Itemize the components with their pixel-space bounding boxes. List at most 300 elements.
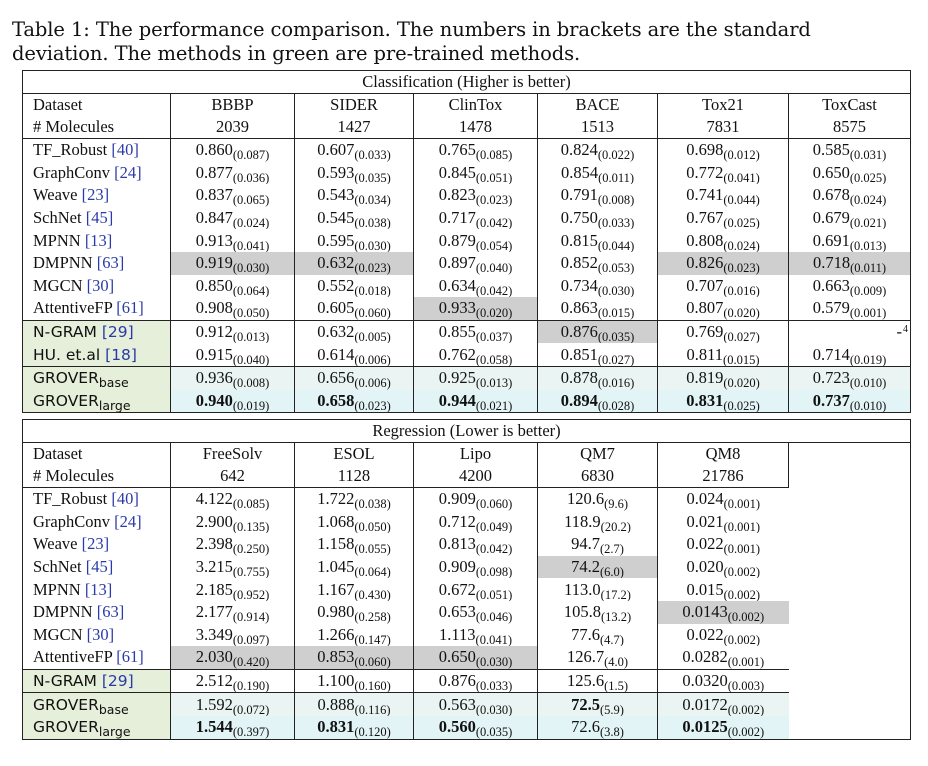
dataset-name: QM8 [658,443,789,466]
missing-value: - [896,322,903,342]
method-name [23,184,171,207]
molecule-count: 2039 [171,116,295,139]
method-name [23,297,171,320]
score-std: (0.001) [849,306,887,321]
score-cell [295,252,414,275]
score-std: (0.027) [597,352,635,367]
method-label: N-GRAM [33,672,97,691]
score-std: (5.9) [599,702,624,716]
score-value: 0.877 [195,162,233,182]
table-row [23,533,911,556]
table-row [23,390,911,413]
method-label: AttentiveFP [33,298,113,318]
table-row [23,139,911,162]
score-cell [658,578,789,601]
method-label: Weave [33,185,78,205]
method-name [23,366,171,389]
molecule-count: 1427 [295,116,414,139]
table-row [23,184,911,207]
score-value: 0.024 [686,489,724,509]
score-cell [789,390,911,413]
score-cell [171,207,295,230]
score-cell [414,693,538,716]
score-std: (0.033) [475,679,513,693]
score-value: 94.7 [571,534,600,554]
method-label: AttentiveFP [33,647,113,667]
score-cell [295,578,414,601]
score-value: 77.6 [571,624,600,644]
score-cell [658,693,789,716]
score-std: (0.914) [232,610,270,624]
score-cell [295,693,414,716]
score-cell [414,488,538,511]
method-label: DMPNN [33,602,93,622]
score-cell [538,184,658,207]
method-name [23,229,171,252]
score-value: 0.563 [438,694,476,714]
score-value: 3.349 [195,624,233,644]
score-value: 0.765 [438,140,476,160]
score-cell [789,162,911,185]
score-value: 0.750 [560,208,598,228]
score-cell [414,716,538,739]
score-cell [414,646,538,669]
method-name [23,669,171,693]
method-subscript: base [98,375,129,390]
score-value: 1.266 [317,624,355,644]
method-name [23,601,171,624]
score-value: 0.936 [195,368,233,388]
score-cell [171,252,295,275]
citation-ref: [24] [114,511,142,531]
classification-table [22,70,911,413]
table-row [23,716,911,739]
score-value: 0.552 [317,275,355,295]
score-value: 0.737 [812,390,850,410]
score-value: 72.6 [571,717,600,737]
score-cell [171,556,295,579]
score-value: 0.908 [195,298,233,318]
score-value: 0.831 [317,717,355,737]
score-value: 0.022 [686,624,724,644]
citation-ref: [13] [84,579,113,599]
score-cell [658,252,789,275]
table-row [23,693,911,716]
dataset-name: SIDER [295,94,414,117]
score-value: 0.653 [438,602,476,622]
score-std: (0.021) [475,398,513,413]
score-value: 0.909 [438,557,476,577]
score-std: (0.002) [723,565,761,579]
score-cell [658,556,789,579]
score-std: (0.018) [354,283,391,298]
score-value: 0.876 [560,322,598,342]
score-value: 126.7 [566,647,605,667]
score-cell [171,139,295,162]
dataset-name: ToxCast [789,94,911,117]
score-value: 0.767 [686,208,724,228]
score-value: 0.815 [560,230,598,250]
table-row [23,511,911,534]
score-cell [658,162,789,185]
citation-ref: [18] [105,345,137,364]
score-std: (0.755) [232,565,270,579]
score-value: 0.632 [317,253,355,273]
score-std: (0.021) [849,216,887,230]
dataset-label: Dataset [33,444,83,463]
score-std: (1.5) [604,679,629,693]
score-std: (9.6) [604,497,629,511]
score-std: (0.040) [475,261,513,275]
score-value: 0.807 [686,298,724,318]
score-std: (0.003) [727,679,765,693]
score-cell [658,533,789,556]
score-value: 1.113 [439,624,476,644]
score-value: 2.512 [195,671,233,691]
score-std: (0.420) [232,655,270,670]
score-value: 0.791 [560,185,598,205]
score-std: (0.051) [475,587,513,601]
molecule-count: 8575 [789,116,911,139]
score-std: (0.005) [354,330,391,344]
score-std: (0.020) [723,376,760,390]
score-std: (0.009) [849,283,887,298]
score-cell [171,320,295,343]
score-std: (0.025) [849,170,887,185]
citation-ref: [45] [85,208,114,228]
score-value: 2.185 [195,579,233,599]
score-std: (0.035) [475,725,513,740]
score-value: 113.0 [564,579,601,599]
score-std: (0.013) [232,330,270,344]
method-label: N-GRAM [33,323,97,342]
table-row [23,578,911,601]
molecule-count: 1513 [538,116,658,139]
score-value: 0.933 [438,298,476,318]
score-value: 0.593 [317,162,355,182]
score-value: 0.855 [438,322,476,342]
score-std: (0.023) [354,398,391,413]
score-std: (0.072) [232,702,270,716]
score-std: (0.012) [723,148,760,162]
method-name [23,320,171,343]
score-cell [658,366,789,389]
score-std: (0.006) [354,352,391,367]
score-value: 120.6 [566,489,605,509]
score-cell [171,390,295,413]
score-cell [414,343,538,366]
score-std: (0.033) [354,148,391,162]
score-std: (0.042) [475,283,513,298]
method-label: GraphConv [33,162,110,182]
method-name [23,578,171,601]
score-cell [658,646,789,669]
score-cell [295,390,414,413]
table-row [23,229,911,252]
score-cell [414,207,538,230]
table-row [23,162,911,185]
score-cell [414,390,538,413]
method-label: GROVER [33,718,99,737]
score-std: (0.013) [475,376,513,390]
score-std: (0.023) [354,261,391,275]
citation-ref: [45] [85,557,114,577]
score-std: (0.058) [475,352,513,367]
score-value: 0.0125 [682,717,728,737]
score-value: 0.879 [438,230,476,250]
score-std: (0.001) [727,655,765,670]
score-value: 0.718 [812,253,851,273]
score-cell [171,578,295,601]
score-value: 0.734 [560,275,598,295]
score-std: (0.035) [597,330,635,344]
score-cell [538,578,658,601]
score-std: (0.038) [354,216,391,230]
score-value: 0.723 [812,368,850,388]
score-std: (0.135) [232,519,270,534]
score-cell [171,693,295,716]
score-value: 0.707 [686,275,724,295]
score-std: (0.041) [475,632,512,647]
score-value: 0.672 [438,579,476,599]
score-cell [789,252,911,275]
score-std: (0.042) [475,542,513,556]
empty-column [789,443,911,488]
score-value: 0.878 [560,368,598,388]
score-cell [538,275,658,298]
score-cell [414,252,538,275]
molecule-count: 1128 [295,465,414,488]
score-value: 0.762 [438,344,476,364]
method-name [23,646,171,669]
dataset-name: FreeSolv [171,443,295,466]
score-std: (0.064) [232,283,270,298]
score-cell [538,343,658,366]
table-row [23,624,911,647]
dataset-name: Tox21 [658,94,789,117]
score-value: 0.854 [560,162,599,182]
score-value: 0.853 [317,647,355,667]
score-cell [538,669,658,693]
score-std: (0.033) [597,216,635,230]
score-value: 0.940 [195,390,233,410]
method-label: DMPNN [33,253,93,273]
score-std: (0.060) [475,497,513,511]
score-value: 0.876 [438,671,476,691]
method-name [23,556,171,579]
score-std: (0.011) [850,261,887,275]
score-std: (0.051) [475,170,513,185]
score-cell [789,184,911,207]
score-std: (3.8) [599,725,624,740]
score-value: 1.068 [317,511,355,531]
score-cell [171,511,295,534]
score-value: 0.912 [195,322,233,342]
score-value: 0.632 [317,322,355,342]
score-cell [538,646,658,669]
score-std: (0.024) [849,193,887,207]
score-cell [171,488,295,511]
score-cell [789,207,911,230]
score-std: (0.025) [723,216,760,230]
score-cell [538,556,658,579]
score-cell [538,624,658,647]
method-name [23,275,171,298]
score-std: (0.028) [597,398,635,413]
method-label: MPNN [33,579,81,599]
score-std: (0.037) [475,330,513,344]
score-cell [658,275,789,298]
citation-ref: [40] [111,140,139,160]
score-cell [658,716,789,739]
score-std: (0.060) [354,306,391,321]
score-cell [538,390,658,413]
score-std: (0.042) [475,216,513,230]
score-value: 0.543 [317,185,355,205]
score-cell [538,207,658,230]
score-std: (0.024) [723,238,760,252]
score-std: (0.065) [232,193,270,207]
score-cell [171,624,295,647]
score-value: 1.167 [317,579,355,599]
score-std: (0.001) [723,497,761,511]
score-cell [295,297,414,320]
score-cell [789,343,911,366]
score-value: 0.022 [686,534,724,554]
score-std: (4.0) [604,655,629,670]
score-std: (0.147) [354,632,391,647]
score-std: (0.030) [475,655,513,670]
score-cell [414,366,538,389]
score-cell [295,343,414,366]
score-cell [171,533,295,556]
score-std: (0.044) [597,238,635,252]
score-std: (4.7) [599,632,624,647]
score-cell [171,184,295,207]
score-cell [295,139,414,162]
method-name [23,533,171,556]
method-label: GROVER [33,369,99,388]
score-value: 0.823 [438,185,476,205]
score-std: (0.250) [232,542,270,556]
score-std: (0.035) [354,170,391,185]
score-value: 0.769 [686,322,724,342]
score-std: (0.030) [354,238,391,252]
score-value: 0.944 [438,390,476,410]
score-value: 0.717 [438,208,476,228]
citation-ref: [23] [81,534,110,554]
score-std: (0.002) [723,632,761,647]
score-cell [658,669,789,693]
score-value: 74.2 [571,557,600,577]
score-std: (0.015) [723,352,760,367]
score-value: 2.398 [195,534,233,554]
method-subscript: large [98,724,131,740]
score-cell [538,511,658,534]
score-std: (0.011) [598,170,635,185]
dataset-name: BBBP [171,94,295,117]
citation-ref: [29] [101,672,134,691]
method-label: Weave [33,534,78,554]
score-value: 0.678 [812,185,850,205]
score-cell [658,601,789,624]
score-cell [295,275,414,298]
score-cell [414,139,538,162]
method-label: MPNN [33,230,81,250]
score-value: 0.0282 [682,647,728,667]
score-cell [538,716,658,739]
molecule-count: 642 [171,465,295,488]
score-std: (0.001) [723,542,761,556]
dataset-name: Lipo [414,443,538,466]
score-std: (13.2) [600,610,632,624]
table-row [23,207,911,230]
score-value: 1.100 [317,671,355,691]
score-cell [295,162,414,185]
score-std: (0.064) [354,565,391,579]
score-std: (0.040) [232,352,270,367]
score-value: 0.919 [195,253,233,273]
score-cell [171,601,295,624]
score-value: 0.658 [317,390,355,410]
score-value: 0.837 [195,185,233,205]
score-cell [414,275,538,298]
score-value: 0.585 [812,140,850,160]
table-row [23,252,911,275]
score-std: (0.002) [727,702,765,716]
score-std: (0.013) [849,238,887,252]
score-cell [295,207,414,230]
table-row [23,366,911,389]
score-cell [789,366,911,389]
score-std: (0.016) [723,283,760,298]
citation-ref: [29] [101,323,134,342]
footnote-mark: 4 [903,323,909,335]
score-value: 0.913 [195,230,233,250]
score-std: (0.060) [354,655,391,670]
score-value: 0.605 [317,298,355,318]
score-value: 0.925 [438,368,476,388]
score-value: 0.021 [686,511,724,531]
regression-table [22,419,911,740]
score-value: 0.595 [317,230,355,250]
score-value: 125.6 [566,671,605,691]
score-std: (0.002) [727,725,765,740]
citation-ref: [30] [86,624,115,644]
score-value: 0.852 [560,253,598,273]
score-cell [789,297,911,320]
score-cell [171,366,295,389]
score-value: 0.698 [686,140,724,160]
score-std: (2.7) [599,542,624,556]
score-std: (0.049) [475,519,513,534]
method-subscript: large [98,397,131,413]
score-value: 1.544 [195,717,233,737]
score-value: 118.9 [564,511,601,531]
score-cell [295,556,414,579]
score-std: (0.016) [597,376,635,390]
score-std: (6.0) [599,565,624,579]
score-cell [414,669,538,693]
score-value: 0.831 [686,390,724,410]
score-std: (0.010) [849,398,887,413]
citation-ref: [13] [84,230,113,250]
score-cell [538,320,658,343]
dataset-name: ClinTox [414,94,538,117]
score-cell [414,162,538,185]
score-std: (0.053) [597,261,635,275]
score-value: 0.850 [195,275,233,295]
